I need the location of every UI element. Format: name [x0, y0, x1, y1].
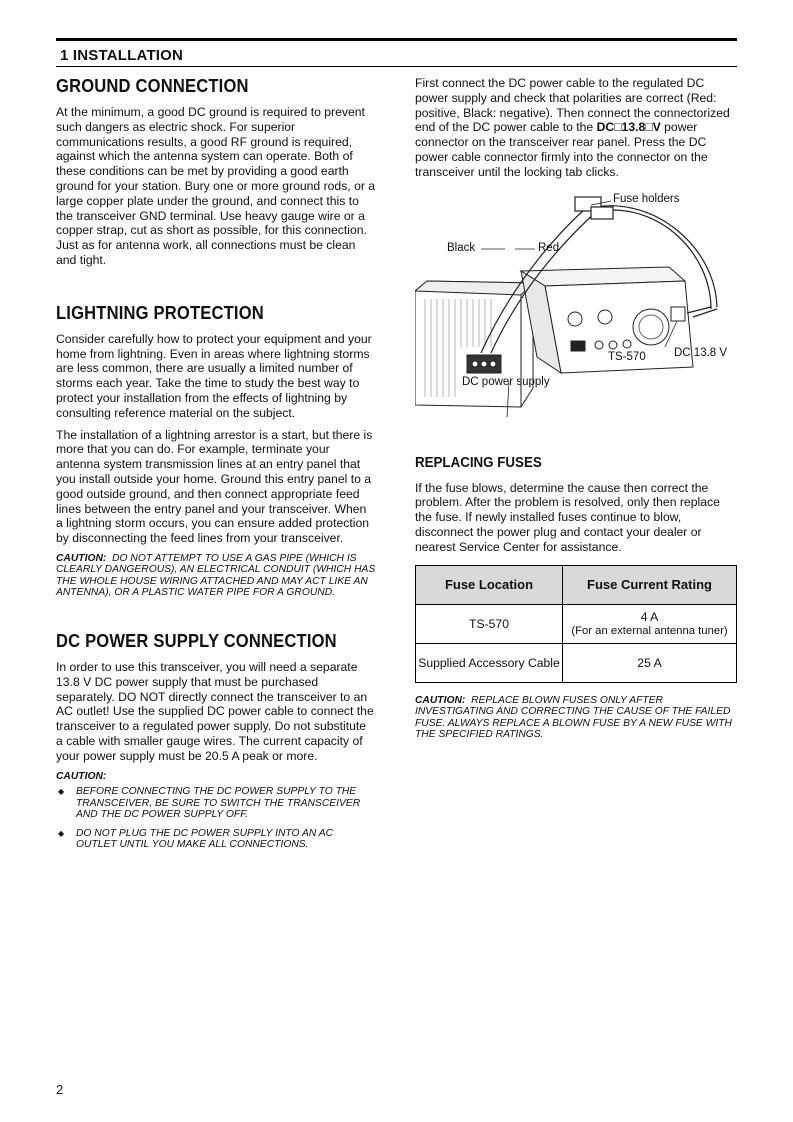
fuse-caution	[415, 695, 737, 741]
table-cell	[563, 604, 737, 643]
caution-text: DO NOT ATTEMPT TO USE A GAS PIPE (WHICH IS CLEARLY DANGEROUS), AN ELECTRICAL CONDUIT (WHICH HAS THE WHOLE HOUSE WIRING ATTACHED AND MAY ACT LIKE AN ANTENNA), OR A PLASTIC WATER PIPE FOR A GROUND.	[56, 552, 376, 599]
table-cell: TS-570	[416, 604, 563, 643]
ts570-label: TS-570	[608, 350, 646, 363]
lightning-paragraph-2: The installation of a lightning arrestor is a start, but there is more that you can do. For example, terminate your antenna system transmission lines at an entry panel that you install outside your home. Ground this entry panel to a good outside ground, and then connect appropriate feed lines between the entry panel and your transceiver. When a lightning storm occurs, you can ensure added protection by disconnecting the feed lines from your transceiver.	[56, 427, 373, 546]
caution-label: CAUTION:	[56, 552, 107, 564]
chapter-heading: 1 INSTALLATION	[60, 47, 184, 64]
red-wire-label: Red	[538, 241, 560, 254]
lightning-paragraph-1: Consider carefully how to protect your equipment and your home from lightning. Even in areas where lightning storms are less common, there are usually a limited number of storms each year. Take the time to study the best way to protect your installation from the effects of lightning by consulting reference material on the subject.	[56, 331, 372, 420]
chapter-rule	[56, 66, 737, 67]
dc-connection-instructions: First connect the DC power cable to the regulated DC power supply and check that polarities are correct (Red: positive, Black: negative). Then connect the connectorized end of the DC power cable to the DC□13.8□V power connector on the transceiver rear panel. Press the DC power cable connector firmly into the connector on the transceiver until the locking tab clicks.	[415, 76, 730, 179]
lightning-caution	[56, 553, 376, 599]
dc-power-body: In order to use this transceiver, you will need a separate 13.8 V DC power supply that must be purchased separately. DO NOT directly connect the transceiver to an AC outlet! Use the supplied DC power cable to connect the transceiver to a regulated power supply. Do not substitute a cable with smaller gauge wires. The current capacity of your power supply must be 20.5 A peak or more.	[56, 659, 374, 763]
caution-label: CAUTION:	[415, 694, 466, 706]
dc-connector-label: DC□13.8□V	[596, 120, 661, 135]
right-column	[415, 76, 737, 745]
table-header-row	[416, 565, 737, 604]
dc-power-supply-drawing	[415, 281, 533, 407]
ground-connection-title: GROUND CONNECTION	[56, 76, 249, 96]
dc-power-section	[56, 631, 376, 851]
dc-power-caution-label: CAUTION:	[56, 770, 107, 782]
replacing-fuses-body: If the fuse blows, determine the cause then correct the problem. After the problem is resolved, only then replace the fuse. If newly installed fuses continue to blow, disconnect the power plug and contact your dealer or nearest Service Center for assistance.	[415, 480, 720, 554]
replacing-fuses-section	[415, 455, 737, 741]
table-row	[416, 604, 737, 643]
table-row	[416, 643, 737, 682]
black-wire-label: Black	[447, 241, 476, 254]
power-connection-figure	[415, 187, 737, 417]
caution-item: ◆ BEFORE CONNECTING THE DC POWER SUPPLY TO THE TRANSCEIVER, BE SURE TO SWITCH THE TRANSCEIVER AND THE DC POWER SUPPLY OFF.	[56, 786, 376, 821]
table-cell: Supplied Accessory Cable	[416, 643, 563, 682]
lightning-protection-title: LIGHTNING PROTECTION	[56, 302, 264, 323]
left-column	[56, 76, 376, 858]
fuse-table	[415, 565, 737, 683]
fuse-rating-note: (For an external antenna tuner)	[571, 624, 728, 637]
page-number: 2	[56, 1082, 64, 1097]
caution-text: REPLACE BLOWN FUSES ONLY AFTER INVESTIGATING AND CORRECTING THE CAUSE OF THE FAILED FUSE. ALWAYS REPLACE A BLOWN FUSE BY A NEW FUSE WITH THE SPECIFIED RATINGS.	[415, 694, 732, 741]
ground-connection-body: At the minimum, a good DC ground is required to prevent such dangers as electric shock. For superior communications results, a good RF ground is required, against which the antenna system can operate. Both of these conditions can be met by providing a good earth ground for your station. Bury one or more ground rods, or a large copper plate under the ground, and connect this to the transceiver GND terminal. Use heavy gauge wire or a copper strap, cut as short as possible, for this connection. Just as for antenna work, all connections must be clean and tight.	[56, 105, 376, 267]
table-header: Fuse Location	[416, 565, 563, 604]
caution-item: ◆ DO NOT PLUG THE DC POWER SUPPLY INTO AN AC OUTLET UNTIL YOU MAKE ALL CONNECTIONS.	[56, 828, 376, 851]
ts570-transceiver-drawing	[521, 267, 693, 373]
dc-power-supply-label: DC power supply	[462, 375, 550, 388]
ground-connection-section	[56, 76, 376, 268]
lightning-protection-section	[56, 303, 376, 599]
dc-power-caution-list	[56, 786, 376, 851]
table-cell: 25 A	[563, 643, 737, 682]
top-rule	[56, 38, 737, 41]
replacing-fuses-title: REPLACING FUSES	[415, 454, 542, 471]
dc-power-title: DC POWER SUPPLY CONNECTION	[56, 630, 337, 651]
fuse-rating: 4 A	[640, 609, 659, 624]
dc-13-8v-label: DC 13.8 V	[674, 346, 728, 359]
fuse-holders-label: Fuse holders	[613, 192, 680, 205]
table-header: Fuse Current Rating	[563, 565, 737, 604]
